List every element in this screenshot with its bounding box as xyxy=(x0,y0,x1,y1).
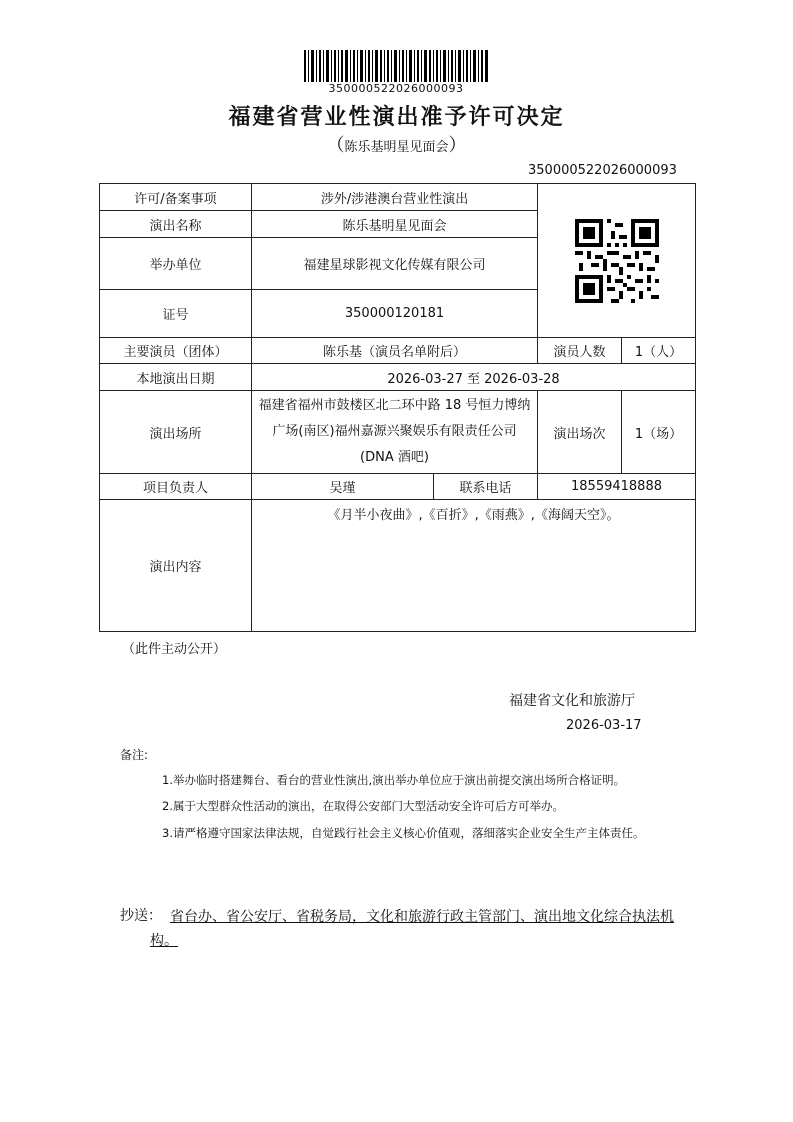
event-name-label: 演出名称 xyxy=(100,211,252,238)
date-label: 本地演出日期 xyxy=(100,364,252,391)
cert-label: 证号 xyxy=(100,290,252,338)
document-number: 350000522026000093 xyxy=(528,163,677,178)
sessions-label: 演出场次 xyxy=(538,391,622,474)
document-subtitle: （陈乐基明星见面会） xyxy=(326,135,467,156)
phone-label: 联系电话 xyxy=(434,474,538,500)
performers-value: 陈乐基（演员名单附后） xyxy=(252,338,538,364)
qr-code-cell xyxy=(538,184,696,338)
document-title: 福建省营业性演出准予许可决定 xyxy=(228,105,565,130)
manager-value: 吴瑾 xyxy=(252,474,434,500)
cc-text: 省台办、省公安厅、省税务局，文化和旅游行政主管部门、演出地文化综合执法机构。 xyxy=(150,909,674,949)
note-item: 2.属于大型群众性活动的演出，在取得公安部门大型活动安全许可后方可举办。 xyxy=(162,799,564,813)
event-name-value: 陈乐基明星见面会 xyxy=(252,211,538,238)
content-value: 《月半小夜曲》,《百折》,《雨燕》,《海阔天空》。 xyxy=(252,500,696,632)
cert-value: 350000120181 xyxy=(252,290,538,338)
manager-label: 项目负责人 xyxy=(100,474,252,500)
permit-type-value: 涉外/涉港澳台营业性演出 xyxy=(252,184,538,211)
qr-code-icon xyxy=(575,219,659,303)
performer-count-value: 1（人） xyxy=(622,338,696,364)
performers-label: 主要演员（团体） xyxy=(100,338,252,364)
issue-date: 2026-03-17 xyxy=(566,718,642,733)
cc-recipients xyxy=(150,905,680,953)
note-item: 1.举办临时搭建舞台、看台的营业性演出,演出举办单位应于演出前提交演出场所合格证明。 xyxy=(162,773,626,787)
issuer: 福建省文化和旅游厅 xyxy=(509,693,635,709)
content-label: 演出内容 xyxy=(100,500,252,632)
sessions-value: 1（场） xyxy=(622,391,696,474)
cc-label: 抄送： xyxy=(120,908,162,924)
permit-table xyxy=(99,183,696,632)
barcode-number: 350000522026000093 xyxy=(328,82,464,95)
public-note: （此件主动公开） xyxy=(122,642,227,657)
date-value: 2026-03-27 至 2026-03-28 xyxy=(252,364,696,391)
venue-value: 福建省福州市鼓楼区北二环中路 18 号恒力博纳广场(南区)福州嘉源兴聚娱乐有限责任公司(DNA 酒吧) xyxy=(252,391,538,474)
subtitle-text: 陈乐基明星见面会 xyxy=(344,140,449,155)
barcode xyxy=(304,50,488,82)
permit-type-label: 许可/备案事项 xyxy=(100,184,252,211)
organizer-label: 举办单位 xyxy=(100,238,252,290)
performer-count-label: 演员人数 xyxy=(538,338,622,364)
phone-value: 18559418888 xyxy=(538,474,696,500)
notes-title: 备注: xyxy=(120,748,149,762)
organizer-value: 福建星球影视文化传媒有限公司 xyxy=(252,238,538,290)
venue-label: 演出场所 xyxy=(100,391,252,474)
note-item: 3.请严格遵守国家法律法规，自觉践行社会主义核心价值观，落细落实企业安全生产主体责任。 xyxy=(162,826,645,840)
